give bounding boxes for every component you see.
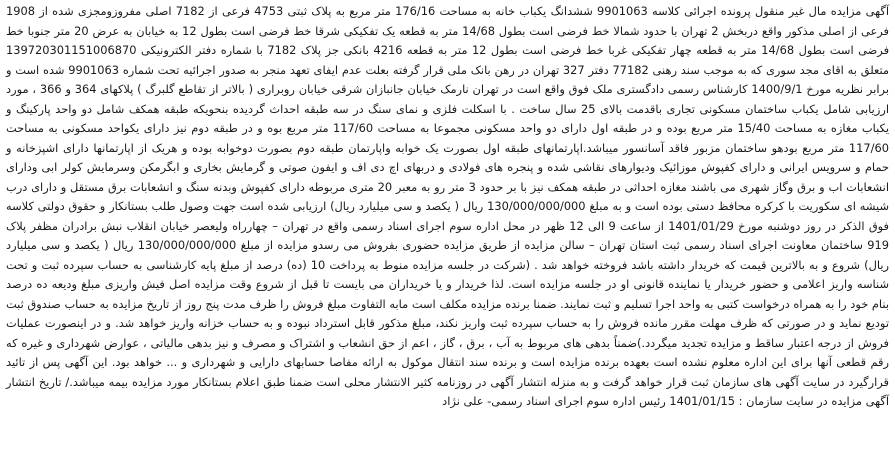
notice-body-text: آگهی مزایده مال غیر منقول پرونده اجرائی کلاسه 9901063 ششدانگ یکباب خانه به مساحت 176/16 متر مربع به پلاک ثبتی 4753 فرعی از 7182 اصلی مفروزومجزی شده از 1908 فرعی از اصلی مذکور واقع دربخش 2 تهران با حدود شمالا خط فرضی است بطول 14/68 متر به قطعه یک تفکیکی شرقا خط فرضی است بطول 12 به خیابان به عرض 20 متر جنوبا خط فرضی است بطول 14/68 متر به قطعه چهار تفکیکی غربا خط فرضی است بطول 12 متر به قطعه 4216 بانکی جز پلاک 7182 با شماره دفتر الکترونیکی 139720301151006870 متعلق به اقای مجد سوری که به موجب سند رهنی 77182 دفتر 327 تهران در رهن بانک ملی قرار گرفته بعلت عدم ایفای تعهد منجر به صدور اجرائیه تحت شماره 9901063 شده است و برابر نظریه مورخ 1400/9/1 کارشناس رسمی دادگستری ملک فوق واقع است در تهران نارمک خیابان جانبازان شرقی خیابان روبراری ( بالاتر از تقاطع گلبرگ ) پلاکهای 364 و 366 ، مورد ارزیابی شامل یکباب ساختمان مسکونی تجاری باقدمت بالای 25 سال ساخت . با اسکلت فلزی و نمای سنگ در سه طبقه احداث گردیده بنحویکه طبقه همکف شامل دو واحد پارکینگ و یکباب مغازه به مساحت 15/40 متر مربع بوده و در طبقه اول دارای دو واحد مسکونی مجموعا به مساحت 117/60 متر مربع بوه و در طبقه دوم نیز دارای یکواحد مسکونی به مساحت 117/60 متر مربع بودهو ساختمان مزبور فاقد آسانسور میباشد.اپارتمانهای طبقه اول بصورت یک خوابه واپارتمان طبقه دوم بصورت دوخوابه بوده و هریک از اپارتمانها دارای اشپزخانه و حمام و سرویس ایرانی و دارای کفپوش موزائیک ودیوارهای نقاشی شده و پنجره های فولادی و دربهای اچ دی اف و ایفون صوتی و گرمایش بخاری و ابگرمکن وسرمایش کولر ابی ودارای انشعابات اب و برق وگاز شهری می باشند مغازه احداثی در طبقه همکف نیز با بر حدود 3 متر رو به معبر 20 متری مربوطه دارای کفپوش وبدنه سنگ و انشعابات برق مستقل و دارای درب شیشه ای سکوریت با کرکره محافظ دستی بوده است و به مبلغ 130/000/000/000 ریال ( یکصد و سی میلیارد ریال) ارزیابی شده است جهت وصول طلب بستانکار و حقوق دولتی کلاسه فوق الذکر در روز دوشنبه مورخ 1401/01/29 از ساعت 9 الی 12 ظهر در محل اداره سوم اجرای اسناد رسمی واقع در تهران – چهارراه ولیعصر خیابان انقلاب نبش برادران مظفر پلاک 919 ساختمان معاونت اجرای اسناد رسمی ثبت استان تهران – سالن مزایده از طریق مزایده حضوری بفروش می رسدو مزایده از مبلغ 130/000/000/000 ریال ( یکصد و سی میلیارد ریال) شروع و به بالاترین قیمت که خریدار داشته باشد فروخته خواهد شد . (شرکت در جلسه مزایده منوط به پرداخت 10 (ده) درصد از مبلغ پایه کارشناسی به حساب سپرده ثبت و تحت شناسه واریز اعلامی و حضور خریدار یا نماینده قانونی او در جلسه مزایده است. لذا خریدار و یا خریداران می بایست تا قبل از شروع وقت مزایده اصل فیش واریزی مبلغ ودیعه ده درصد بنام خود را به همراه درخواست کتبی به واحد اجرا تسلیم و ثبت نمایند. ضمنا برنده مزایده مکلف است مابه التفاوت مبلغ فروش را ظرف مدت پنج روز از تاریخ مزایده به حساب صندوق ثبت تودیع نماید و در صورتی که ظرف مهلت مقرر مانده فروش را به حساب سپرده ثبت واریز نکند، مبلغ مذکور قابل استرداد نبوده و به حساب خزانه واریز خواهد شد. و در اینصورت عملیات فروش از درجه اعتبار ساقط و مزایده تجدید میگردد.)ضمناً بدهی های مربوط به آب ، برق ، گاز ، اعم از حق انشعاب و اشتراک و مصرف و نیز بدهی مالیاتی ، عوارض شهرداری و غیره که رقم قطعی آنها برای این اداره معلوم نشده است بعهده برنده مزایده است و برنده سند انتقال موکول به ارائه مفاصا حسابهای دارایی و شهرداری و ... خواهد بود. این آگهی پس از تائید قرارگیرد در سایت آگهی های سازمان ثبت قرار خواهد گرفت و به منزله انتشار آگهی در روزنامه کثیر الانتشار محلی است ضمنا طبق اعلام بستانکار مورد مزایده بیمه میباشد./ تاریخ انتشار آگهی مزایده در سایت سازمان : 1401/01/15 رئیس اداره سوم اجرای اسناد رسمی- علی نژاد bbox=[6, 4, 890, 408]
